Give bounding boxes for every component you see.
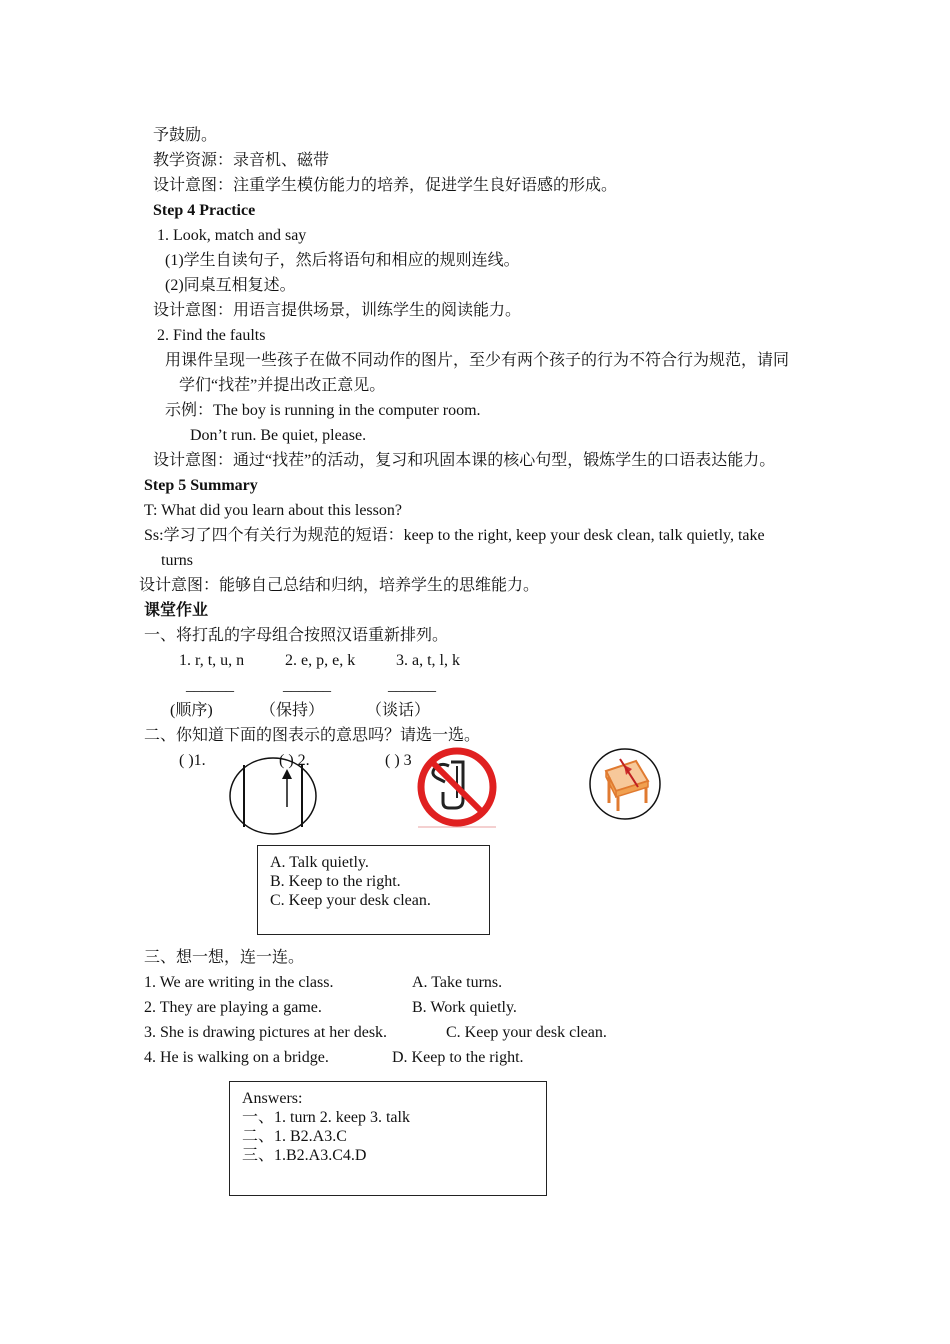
exercise2-title: 二、你知道下面的图表示的意思吗？请选一选。	[144, 727, 481, 744]
homework-heading: 课堂作业	[144, 602, 209, 619]
keep-right-sign-icon	[227, 755, 319, 837]
text-line: (2)同桌互相复述。	[165, 277, 296, 294]
answer-line: 一、1. turn 2. keep 3. talk	[242, 1109, 410, 1126]
text-line: 设计意图：通过“找茬”的活动，复习和巩固本课的核心句型，锻炼学生的口语表达能力。	[153, 452, 776, 469]
text-line: 设计意图：能够自己总结和归纳，培养学生的思维能力。	[139, 577, 540, 594]
exercise2-item: ( )1.	[179, 752, 206, 769]
text-line: 2. Find the faults	[157, 327, 266, 344]
exercise1-hint: (顺序)	[170, 702, 213, 719]
step5-heading: Step 5 Summary	[144, 477, 258, 494]
text-line: 予鼓励。	[153, 127, 218, 144]
exercise3-title: 三、想一想，连一连。	[144, 949, 305, 966]
exercise1-hint: （保持）	[260, 702, 325, 719]
match-left-item: 2. They are playing a game.	[144, 999, 322, 1016]
answer-line: 三、1.B2.A3.C4.D	[242, 1147, 367, 1164]
text-line: T: What did you learn about this lesson?	[144, 502, 402, 519]
text-line: 用课件呈现一些孩子在做不同动作的图片，至少有两个孩子的行为不符合行为规范，请同	[165, 352, 790, 369]
exercise1-item: 2. e, p, e, k	[285, 652, 356, 669]
option-c: C. Keep your desk clean.	[270, 892, 431, 909]
answer-blank[interactable]: ______	[283, 677, 331, 694]
exercise1-hint: （谈话）	[366, 702, 431, 719]
clean-desk-sign-icon	[586, 745, 664, 823]
option-b: B. Keep to the right.	[270, 873, 401, 890]
step4-heading: Step 4 Practice	[153, 202, 256, 219]
exercise1-title: 一、将打乱的字母组合按照汉语重新排列。	[144, 627, 449, 644]
text-line: (1)学生自读句子，然后将语句和相应的规则连线。	[165, 252, 520, 269]
exercise1-item: 3. a, t, l, k	[396, 652, 460, 669]
text-line: 1. Look, match and say	[157, 227, 307, 244]
exercise2-item: ( ) 3	[385, 752, 412, 769]
answer-blank[interactable]: ______	[388, 677, 436, 694]
answers-box	[229, 1081, 547, 1196]
text-line: Ss:学习了四个有关行为规范的短语：keep to the right, keep your desk clean, talk quietly, take	[144, 527, 765, 544]
options-box	[257, 845, 490, 935]
answers-title: Answers:	[242, 1090, 303, 1107]
match-right-item: D. Keep to the right.	[392, 1049, 524, 1066]
exercise2-item: ( ) 2.	[279, 752, 310, 769]
match-right-item: A. Take turns.	[412, 974, 503, 991]
text-line: turns	[161, 552, 193, 569]
match-left-item: 3. She is drawing pictures at her desk.	[144, 1024, 388, 1041]
talk-quietly-sign-icon	[414, 744, 500, 830]
answer-blank[interactable]: ______	[186, 677, 234, 694]
text-line: 设计意图：注重学生模仿能力的培养，促进学生良好语感的形成。	[153, 177, 618, 194]
answer-line: 二、1. B2.A3.C	[242, 1128, 347, 1145]
text-line: 设计意图：用语言提供场景，训练学生的阅读能力。	[153, 302, 522, 319]
text-line: 学们“找茬”并提出改正意见。	[179, 377, 386, 394]
text-line: 教学资源：录音机、磁带	[153, 152, 330, 169]
option-a: A. Talk quietly.	[270, 854, 369, 871]
match-left-item: 4. He is walking on a bridge.	[144, 1049, 329, 1066]
exercise1-item: 1. r, t, u, n	[179, 652, 245, 669]
match-right-item: B. Work quietly.	[412, 999, 517, 1016]
text-line: 示例：The boy is running in the computer room.	[165, 402, 481, 419]
match-right-item: C. Keep your desk clean.	[446, 1024, 607, 1041]
match-left-item: 1. We are writing in the class.	[144, 974, 334, 991]
text-line: Don’t run. Be quiet, please.	[190, 427, 367, 444]
